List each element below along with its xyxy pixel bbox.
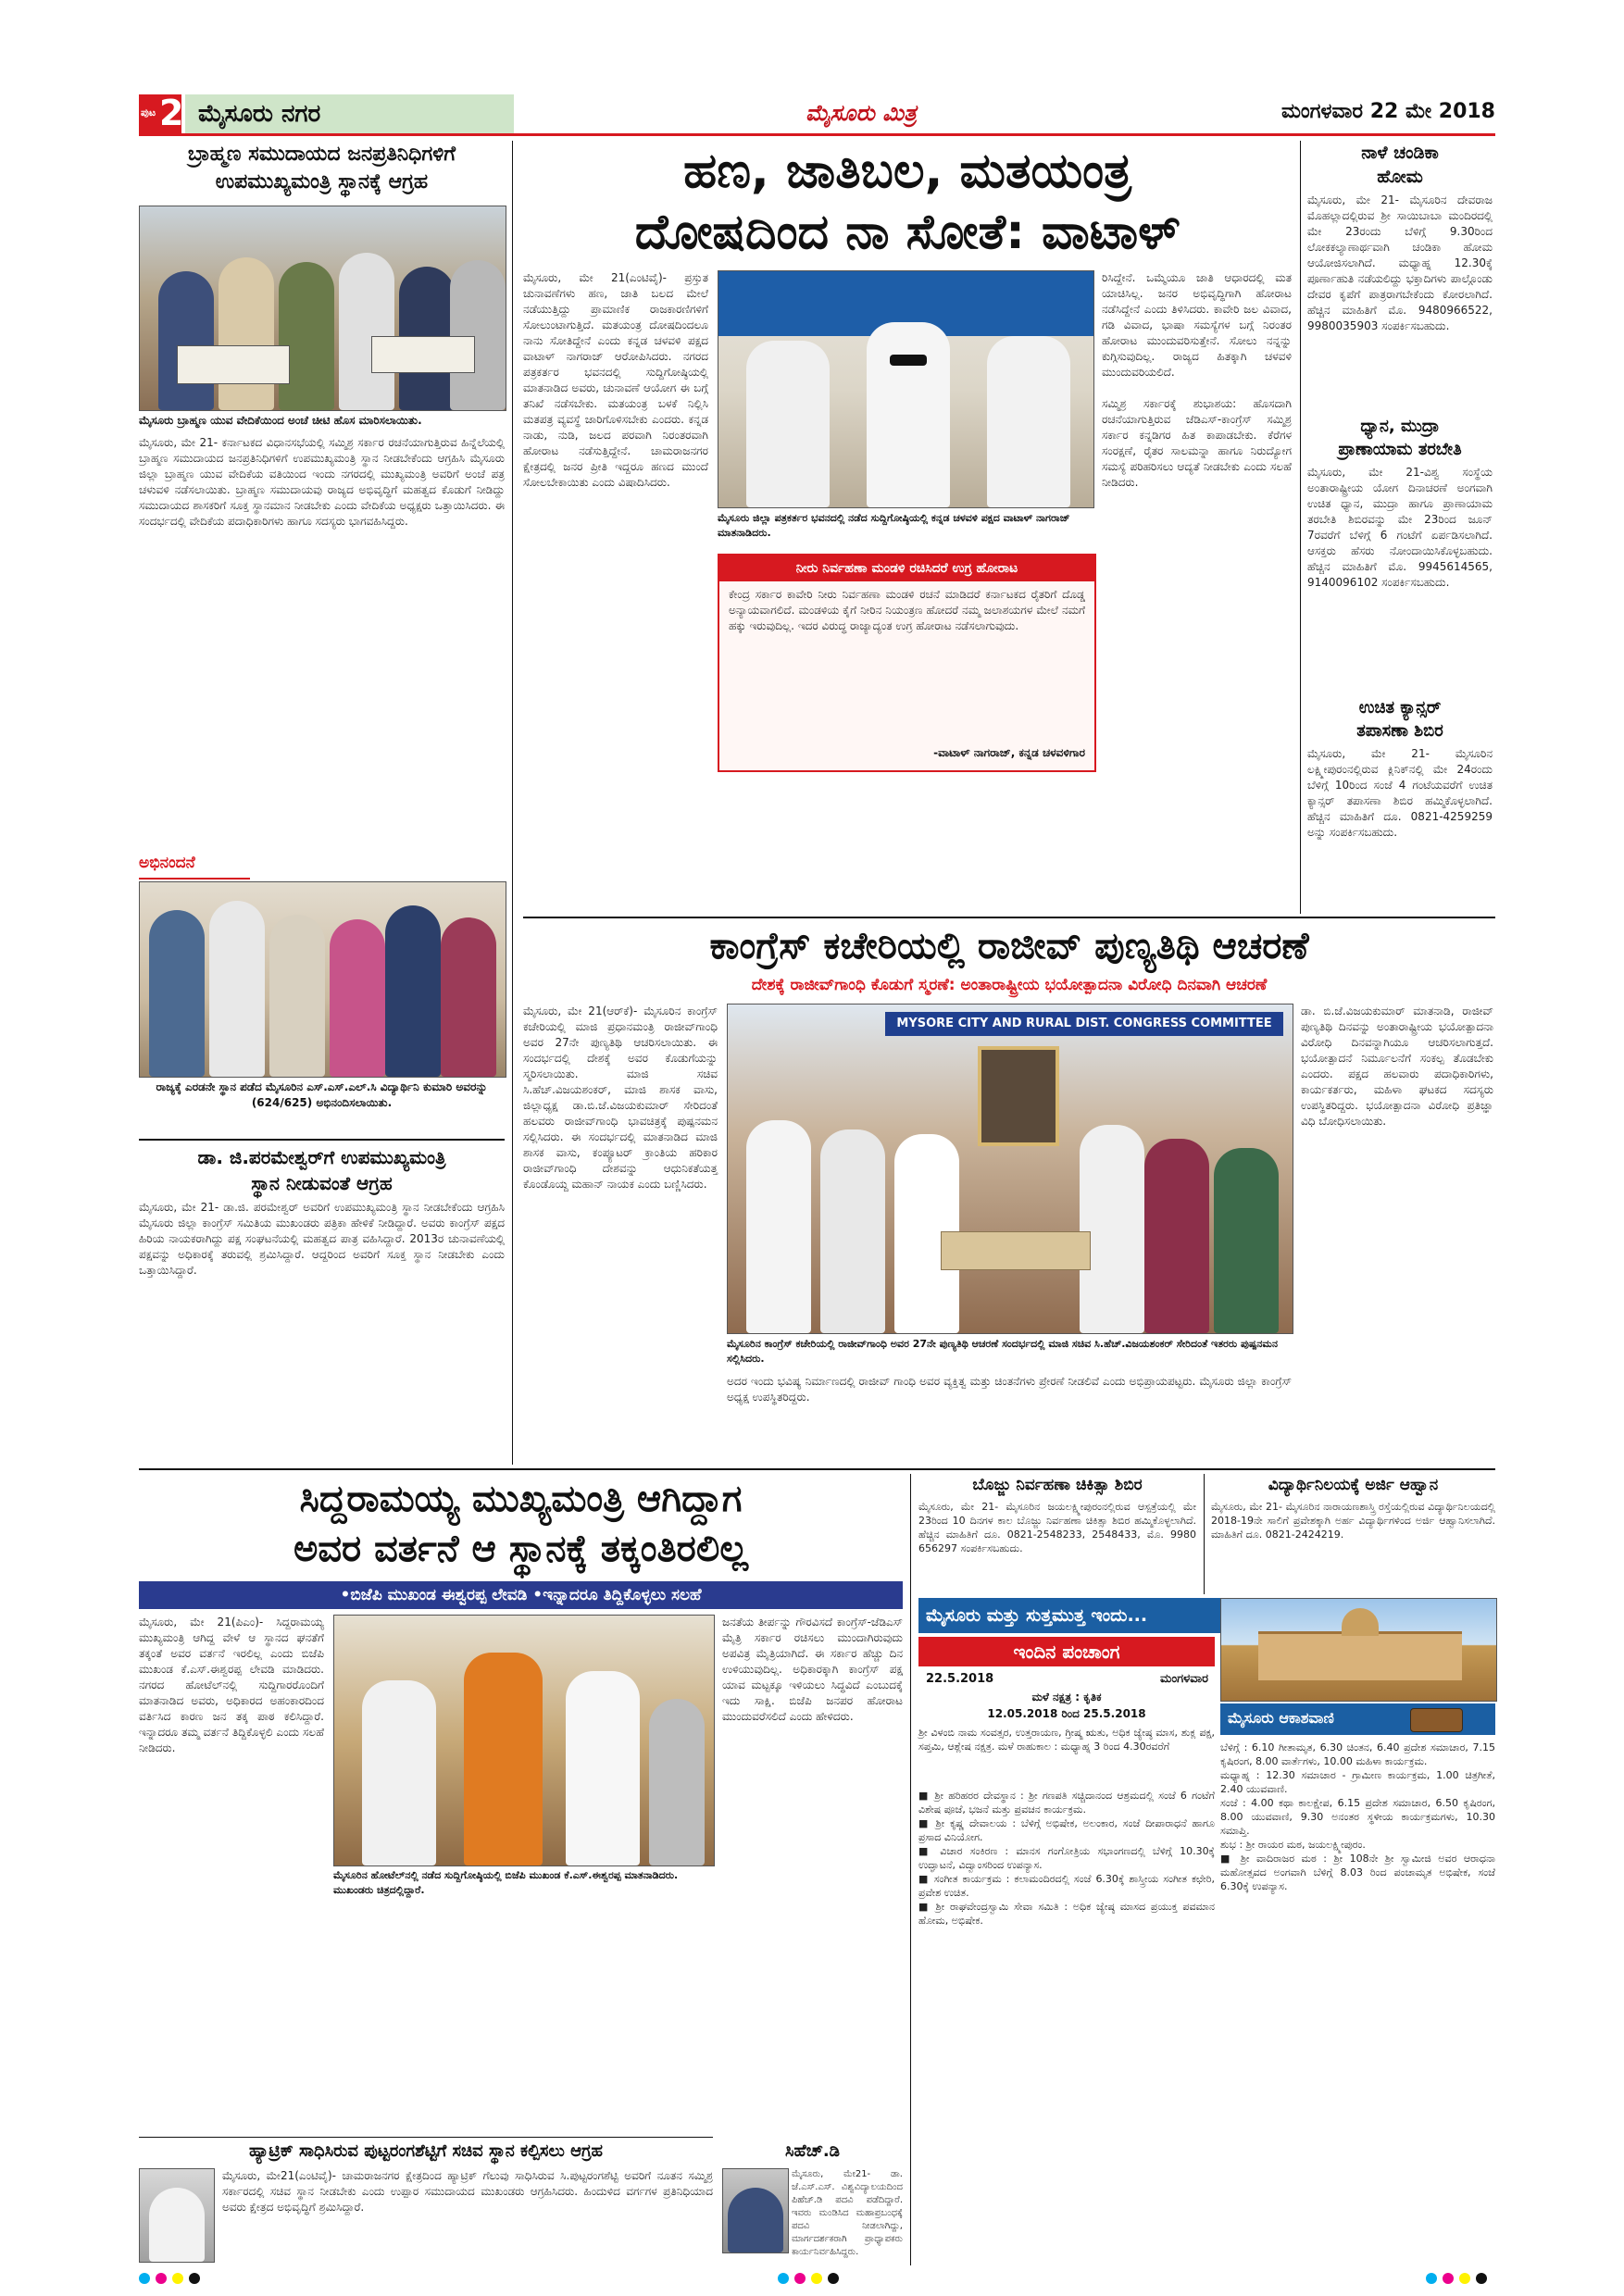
brahmin-headline-line2: ಉಪಮುಖ್ಯಮಂತ್ರಿ ಸ್ಥಾನಕ್ಕೆ ಆಗ್ರಹ bbox=[215, 170, 429, 193]
dhyana-headline-line1: ಧ್ಯಾನ, ಮುದ್ರಾ bbox=[1360, 417, 1440, 436]
watal-box-body: ಕೇಂದ್ರ ಸರ್ಕಾರ ಕಾವೇರಿ ನೀರು ನಿರ್ವಹಣಾ ಮಂಡಳಿ ರಚನೆ ಮಾಡಿದರೆ ಕರ್ನಾಟಕದ ರೈತರಿಗೆ ದೊಡ್ಡ ಅನ್ಯಾಯವಾಗಲಿದೆ. ಮಂಡಳಿಯ ಕೈಗೆ ನೀರಿನ ನಿಯಂತ್ರಣ ಹೋದರೆ ನಮ್ಮ ಜಲಾಶಯಗಳ ಮೇಲೆ ನಮಗೆ ಹಕ್ಕು ಇರುವುದಿಲ್ಲ. ಇದರ ವಿರುದ್ಧ ರಾಜ್ಯಾದ್ಯಂತ ಉಗ್ರ ಹೋರಾಟ ನಡೆಸಲಾಗುವುದು. bbox=[729, 588, 1089, 632]
siddaramaiah-body-col1: ಮೈಸೂರು, ಮೇ 21(ಪಿಎಂ)- ಸಿದ್ದರಾಮಯ್ಯ ಮುಖ್ಯಮಂತ್ರಿ ಆಗಿದ್ದ ವೇಳೆ ಆ ಸ್ಥಾನದ ಘನತೆಗೆ ತಕ್ಕಂತೆ ಅವರ ವರ್ತನೆ ಇರಲಿಲ್ಲ ಎಂದು ಬಿಜೆಪಿ ಮುಖಂಡ ಕೆ.ಎಸ್.ಈಶ್ವರಪ್ಪ ಲೇವಡಿ ಮಾಡಿದರು. ನಗರದ ಹೋಟೆಲ್‌ನಲ್ಲಿ ಸುದ್ದಿಗಾರರೊಂದಿಗೆ ಮಾತನಾಡಿದ ಅವರು, ಅಧಿಕಾರದ ಅಹಂಕಾರದಿಂದ ವರ್ತಿಸಿದ ಕಾರಣ ಜನ ತಕ್ಕ ಪಾಠ ಕಲಿಸಿದ್ದಾರೆ. ಇನ್ನಾದರೂ ತಮ್ಮ ವರ್ತನೆ ತಿದ್ದಿಕೊಳ್ಳಲಿ ಎಂದು ಸಲಹೆ ನೀಡಿದರು. bbox=[139, 1616, 328, 1754]
page-label-box bbox=[139, 93, 184, 133]
vidyarthi-body: ಮೈಸೂರು, ಮೇ 21- ಮೈಸೂರಿನ ನಾರಾಯಣಶಾಸ್ತ್ರಿ ರಸ್ತೆಯಲ್ಲಿರುವ ವಿದ್ಯಾರ್ಥಿನಿಲಯದಲ್ಲಿ 2018-19ನೇ ಸಾಲಿಗೆ ಪ್ರವೇಶಕ್ಕಾಗಿ ಅರ್ಹ ವಿದ್ಯಾರ್ಥಿಗಳಿಂದ ಅರ್ಜಿ ಆಹ್ವಾನಿಸಲಾಗಿದೆ. ಮಾಹಿತಿಗೆ ದೂ. 0821-2424219. bbox=[1211, 1501, 1499, 1541]
bojju-divider bbox=[1204, 1474, 1205, 1594]
brahmin-caption: ಮೈಸೂರು ಬ್ರಾಹ್ಮಣ ಯುವ ವೇದಿಕೆಯಿಂದ ಅಂಚೆ ಚೀಟಿ ಹೊಸ ಮಾರಿಸಲಾಯಿತು. bbox=[139, 414, 422, 427]
siddaramaiah-headline-line1: ಸಿದ್ದರಾಮಯ್ಯ ಮುಖ್ಯಮಂತ್ರಿ ಆಗಿದ್ದಾಗ bbox=[299, 1478, 743, 1520]
section-title: ಮೈಸೂರು ನಗರ bbox=[198, 100, 321, 128]
rajiv-body-col1: ಮೈಸೂರು, ಮೇ 21(ಆರ್‌ಕೆ)- ಮೈಸೂರಿನ ಕಾಂಗ್ರೆಸ್ ಕಚೇರಿಯಲ್ಲಿ ಮಾಜಿ ಪ್ರಧಾನಮಂತ್ರಿ ರಾಜೀವ್‌ಗಾಂಧಿ ಅವರ 27ನೇ ಪುಣ್ಯತಿಥಿ ಆಚರಿಸಲಾಯಿತು. ಈ ಸಂದರ್ಭದಲ್ಲಿ ದೇಶಕ್ಕೆ ಅವರ ಕೊಡುಗೆಯನ್ನು ಸ್ಮರಿಸಲಾಯಿತು. ಮಾಜಿ ಸಚಿವ ಸಿ.ಹೆಚ್.ವಿಜಯಶಂಕರ್, ಮಾಜಿ ಶಾಸಕ ವಾಸು, ಜಿಲ್ಲಾಧ್ಯಕ್ಷ ಡಾ.ಬಿ.ಜೆ.ವಿಜಯಕುಮಾರ್ ಸೇರಿದಂತೆ ಹಲವರು ರಾಜೀವ್‌ಗಾಂಧಿ ಭಾವಚಿತ್ರಕ್ಕೆ ಪುಷ್ಪನಮನ ಸಲ್ಲಿಸಿದರು. ಈ ಸಂದರ್ಭದಲ್ಲಿ ಮಾತನಾಡಿದ ಮಾಜಿ ಶಾಸಕ ವಾಸು, ಕಂಪ್ಯೂಟರ್ ಕ್ರಾಂತಿಯ ಹರಿಕಾರ ರಾಜೀವ್‌ಗಾಂಧಿ ದೇಶವನ್ನು ಆಧುನಿಕತೆಯತ್ತ ಕೊಂಡೊಯ್ದ ಮಹಾನ್ ನಾಯಕ ಎಂದು ಬಣ್ಣಿಸಿದರು. bbox=[523, 1004, 721, 1191]
abhinandane-photo bbox=[139, 881, 506, 1078]
watal-body-col1: ಮೈಸೂರು, ಮೇ 21(ಎಂಟಿವೈ)- ಪ್ರಸ್ತುತ ಚುನಾವಣೆಗಳು ಹಣ, ಜಾತಿ ಬಲದ ಮೇಲೆ ನಡೆಯುತ್ತಿದ್ದು ಪ್ರಾಮಾಣಿಕ ರಾಜಕಾರಣಿಗಳಿಗೆ ಸೋಲುಂಟಾಗುತ್ತಿದೆ. ಮತಯಂತ್ರ ದೋಷದಿಂದಲೂ ನಾನು ಸೋತಿದ್ದೇನೆ ಎಂದು ಕನ್ನಡ ಚಳವಳಿ ಪಕ್ಷದ ವಾಟಾಳ್ ನಾಗರಾಜ್ ಆರೋಪಿಸಿದರು. ನಗರದ ಪತ್ರಕರ್ತರ ಭವನದಲ್ಲಿ ಸುದ್ದಿಗೋಷ್ಠಿಯಲ್ಲಿ ಮಾತನಾಡಿದ ಅವರು, ಚುನಾವಣೆ ಆಯೋಗ ಈ ಬಗ್ಗೆ ತನಿಖೆ ನಡೆಸಬೇಕು. ಮತಯಂತ್ರ ಬಳಕೆ ನಿಲ್ಲಿಸಿ ಮತಪತ್ರ ವ್ಯವಸ್ಥೆ ಜಾರಿಗೊಳಿಸಬೇಕು ಎಂದರು. ಕನ್ನಡ ನಾಡು, ನುಡಿ, ಜಲದ ಪರವಾಗಿ ನಿರಂತರವಾಗಿ ಹೋರಾಟ ನಡೆಸುತ್ತಿದ್ದೇನೆ. ಚಾಮರಾಜನಗರ ಕ್ಷೇತ್ರದಲ್ಲಿ ಜನರ ಪ್ರೀತಿ ಇದ್ದರೂ ಹಣದ ಮುಂದೆ ಸೋಲಬೇಕಾಯಿತು ಎಂದು ವಿಷಾದಿಸಿದರು. bbox=[523, 271, 712, 489]
siddaramaiah-photo-caption: ಮೈಸೂರಿನ ಹೋಟೆಲ್‌ನಲ್ಲಿ ನಡೆದ ಸುದ್ದಿಗೋಷ್ಠಿಯಲ್ಲಿ ಬಿಜೆಪಿ ಮುಖಂಡ ಕೆ.ಎಸ್.ಈಶ್ವರಪ್ಪ ಮಾತನಾಡಿದರು. ಮುಖಂಡರು ಚಿತ್ರದಲ್ಲಿದ್ದಾರೆ. bbox=[333, 1869, 679, 1896]
radio-body: ಬೆಳಿಗ್ಗೆ : 6.10 ಗೀತಾಮೃತ, 6.30 ಚಿಂತನ, 6.40 ಪ್ರದೇಶ ಸಮಾಚಾರ, 7.15 ಕೃಷಿರಂಗ, 8.00 ವಾರ್ತೆಗಳು, 10.00 ಮಹಿಳಾ ಕಾರ್ಯಕ್ರಮ. ಮಧ್ಯಾಹ್ನ : 12.30 ಸಮಾಚಾರ - ಗ್ರಾಮೀಣ ಕಾರ್ಯಕ್ರಮ, 1.00 ಚಿತ್ರಗೀತೆ, 2.40 ಯುವವಾಣಿ. ಸಂಜೆ : 4.00 ಕಥಾ ಕಾಲಕ್ಷೇಪ, 6.15 ಪ್ರದೇಶ ಸಮಾಚಾರ, 6.50 ಕೃಷಿರಂಗ, 8.00 ಯುವವಾಣಿ, 9.30 ಅನಂತರ ಸ್ಥಳೀಯ ಕಾರ್ಯಕ್ರಮಗಳು, 10.30 ಸಮಾಪ್ತಿ. ಶುಭ : ಶ್ರೀ ರಾಯರ ಮಠ, ಜಯಲಕ್ಷ್ಮೀಪುರಂ. ■ ಶ್ರೀ ವಾದಿರಾಜರ ಮಠ : ಶ್ರೀ 108ನೇ ಶ್ರೀ ಸ್ವಾಮೀಜಿ ಅವರ ಆರಾಧನಾ ಮಹೋತ್ಸವದ ಅಂಗವಾಗಿ ಬೆಳಿಗ್ಗೆ 8.03 ರಿಂದ ಪಂಚಾಮೃತ ಅಭಿಷೇಕ, ಸಂಜೆ 6.30ಕ್ಕೆ ಉಪನ್ಯಾಸ. bbox=[1220, 1741, 1495, 1892]
dhyana-body: ಮೈಸೂರು, ಮೇ 21-ವಿಶ್ವ ಸಂಸ್ಥೆಯ ಅಂತಾರಾಷ್ಟ್ರೀಯ ಯೋಗ ದಿನಾಚರಣೆ ಅಂಗವಾಗಿ ಉಚಿತ ಧ್ಯಾನ, ಮುದ್ರಾ ಹಾಗೂ ಪ್ರಾಣಾಯಾಮ ತರಬೇತಿ ಶಿಬಿರವನ್ನು ಮೇ 23ರಿಂದ ಜೂನ್ 7ರವರೆಗೆ ಬೆಳಿಗ್ಗೆ 6 ಗಂಟೆಗೆ ಏರ್ಪಡಿಸಲಾಗಿದೆ. ಆಸಕ್ತರು ಹೆಸರು ನೋಂದಾಯಿಸಿಕೊಳ್ಳಬಹುದು. ಹೆಚ್ಚಿನ ಮಾಹಿತಿಗೆ ಮೊ. 9945614565, 9140096102 ಸಂಪರ್ಕಿಸಬಹುದು. bbox=[1307, 466, 1496, 589]
panchanga-date: 22.5.2018 bbox=[926, 1672, 994, 1686]
cancer-headline bbox=[1307, 696, 1493, 742]
parameshwar-headline-line1: ಡಾ. ಜಿ.ಪರಮೇಶ್ವರ್‌ಗೆ ಉಪಮುಖ್ಯಮಂತ್ರಿ bbox=[197, 1146, 446, 1168]
homa-headline-line2: ಹೋಮ bbox=[1377, 167, 1423, 187]
rajiv-top-rule bbox=[523, 917, 1495, 918]
header-date: ಮಂಗಳವಾರ 22 ಮೇ 2018 bbox=[1280, 100, 1495, 123]
watal-box bbox=[718, 554, 1096, 772]
abhinandane-caption: ರಾಜ್ಯಕ್ಕೆ ಎರಡನೇ ಸ್ಥಾನ ಪಡೆದ ಮೈಸೂರಿನ ಎಸ್.ಎಸ್.ಎಲ್.ಸಿ ವಿದ್ಯಾರ್ಥಿನಿ ಕುಮಾರಿ ಅವರನ್ನು (624/625) ಅಭಿನಂದಿಸಲಾಯಿತು. bbox=[156, 1080, 488, 1109]
watal-box-head: ನೀರು ನಿರ್ವಹಣಾ ಮಂಡಳಿ ರಚಿಸಿದರೆ ಉಗ್ರ ಹೋರಾಟ bbox=[719, 555, 1094, 581]
rajiv-bottom-text: ಅದರ ಇಂದು ಭವಿಷ್ಯ ನಿರ್ಮಾಣದಲ್ಲಿ ರಾಜೀವ್ ಗಾಂಧಿ ಅವರ ವ್ಯಕ್ತಿತ್ವ ಮತ್ತು ಚಿಂತನೆಗಳು ಪ್ರೇರಣೆ ನೀಡಲಿವೆ ಎಂದು ಅಭಿಪ್ರಾಯಪಟ್ಟರು. ಮೈಸೂರು ಜಿಲ್ಲಾ ಕಾಂಗ್ರೆಸ್ ಅಧ್ಯಕ್ಷ ಉಪಸ್ಥಿತರಿದ್ದರು. bbox=[727, 1375, 1295, 1404]
lower-rule bbox=[139, 1468, 1495, 1470]
events-body: ■ ಶ್ರೀ ಹರಿಹರರ ದೇವಸ್ಥಾನ : ಶ್ರೀ ಗಣಪತಿ ಸಚ್ಚಿದಾನಂದ ಆಶ್ರಮದಲ್ಲಿ ಸಂಜೆ 6 ಗಂಟೆಗೆ ವಿಶೇಷ ಪೂಜೆ, ಭಜನೆ ಮತ್ತು ಪ್ರವಚನ ಕಾರ್ಯಕ್ರಮ. ■ ಶ್ರೀ ಕೃಷ್ಣ ದೇವಾಲಯ : ಬೆಳಿಗ್ಗೆ ಅಭಿಷೇಕ, ಅಲಂಕಾರ, ಸಂಜೆ ದೀಪಾರಾಧನೆ ಹಾಗೂ ಪ್ರಸಾದ ವಿನಿಯೋಗ. ■ ವಿಚಾರ ಸಂಕಿರಣ : ಮಾನಸ ಗಂಗೋತ್ರಿಯ ಸಭಾಂಗಣದಲ್ಲಿ ಬೆಳಿಗ್ಗೆ 10.30ಕ್ಕೆ ಉದ್ಘಾಟನೆ, ವಿದ್ವಾಂಸರಿಂದ ಉಪನ್ಯಾಸ. ■ ಸಂಗೀತ ಕಾರ್ಯಕ್ರಮ : ಕಲಾಮಂದಿರದಲ್ಲಿ ಸಂಜೆ 6.30ಕ್ಕೆ ಶಾಸ್ತ್ರೀಯ ಸಂಗೀತ ಕಛೇರಿ, ಪ್ರವೇಶ ಉಚಿತ. ■ ಶ್ರೀ ರಾಘವೇಂದ್ರಸ್ವಾಮಿ ಸೇವಾ ಸಮಿತಿ : ಅಧಿಕ ಜ್ಯೇಷ್ಠ ಮಾಸದ ಪ್ರಯುಕ್ತ ಪವಮಾನ ಹೋಮ, ಅಭಿಷೇಕ. bbox=[918, 1790, 1215, 1927]
rajiv-headline: ಕಾಂಗ್ರೆಸ್ ಕಚೇರಿಯಲ್ಲಿ ರಾಜೀವ್ ಪುಣ್ಯತಿಥಿ ಆಚರಣೆ bbox=[709, 925, 1309, 967]
watal-body-col4: ರಿಸಿದ್ದೇನೆ. ಒಮ್ಮೆಯೂ ಜಾತಿ ಆಧಾರದಲ್ಲಿ ಮತ ಯಾಚಿಸಿಲ್ಲ. ಜನರ ಅಭಿವೃದ್ಧಿಗಾಗಿ ಹೋರಾಟ ನಡೆಸಿದ್ದೇನೆ ಎಂದು ತಿಳಿಸಿದರು. ಕಾವೇರಿ ಜಲ ವಿವಾದ, ಗಡಿ ವಿವಾದ, ಭಾಷಾ ಸಮಸ್ಯೆಗಳ ಬಗ್ಗೆ ನಿರಂತರ ಹೋರಾಟ ಮುಂದುವರಿಸುತ್ತೇನೆ. ಸೋಲು ನನ್ನನ್ನು ಕುಗ್ಗಿಸುವುದಿಲ್ಲ. ರಾಜ್ಯದ ಹಿತಕ್ಕಾಗಿ ಚಳವಳಿ ಮುಂದುವರಿಯಲಿದೆ. ಸಮ್ಮಿಶ್ರ ಸರ್ಕಾರಕ್ಕೆ ಶುಭಾಶಯ: ಹೊಸದಾಗಿ ರಚನೆಯಾಗುತ್ತಿರುವ ಜೆಡಿಎಸ್-ಕಾಂಗ್ರೆಸ್ ಸಮ್ಮಿಶ್ರ ಸರ್ಕಾರ ಕನ್ನಡಿಗರ ಹಿತ ಕಾಪಾಡಬೇಕು. ಕೆರೆಗಳ ಸಂರಕ್ಷಣೆ, ರೈತರ ಸಾಲಮನ್ನಾ ಹಾಗೂ ನಿರುದ್ಯೋಗ ಸಮಸ್ಯೆ ಪರಿಹರಿಸಲು ಆದ್ಯತೆ ನೀಡಬೇಕು ಎಂದು ಸಲಹೆ ನೀಡಿದರು. bbox=[1102, 271, 1292, 489]
col-divider-3 bbox=[910, 1474, 911, 2265]
homa-body: ಮೈಸೂರು, ಮೇ 21- ಮೈಸೂರಿನ ದೇವರಾಜ ಮೊಹಲ್ಲಾದಲ್ಲಿರುವ ಶ್ರೀ ಸಾಯಿಬಾಬಾ ಮಂದಿರದಲ್ಲಿ ಮೇ 23ರಂದು ಬೆಳಿಗ್ಗೆ 9.30ರಿಂದ ಲೋಕಕಲ್ಯಾಣಾರ್ಥವಾಗಿ ಚಂಡಿಕಾ ಹೋಮ ಆಯೋಜಿಸಲಾಗಿದೆ. ಮಧ್ಯಾಹ್ನ 12.30ಕ್ಕೆ ಪೂರ್ಣಾಹುತಿ ನಡೆಯಲಿದ್ದು ಭಕ್ತಾದಿಗಳು ಪಾಲ್ಗೊಂಡು ದೇವರ ಕೃಪೆಗೆ ಪಾತ್ರರಾಗಬೇಕೆಂದು ಕೋರಲಾಗಿದೆ. ಹೆಚ್ಚಿನ ಮಾಹಿತಿಗೆ ಮೊ. 9480966522, 9980035903 ಸಂಪರ್ಕಿಸಬಹುದು. bbox=[1307, 193, 1496, 332]
panchanga-nakshatra: ಮಳೆ ನಕ್ಷತ್ರ : ಕೃತಿಕ bbox=[1031, 1691, 1102, 1703]
homa-headline-line1: ನಾಳೆ ಚಂಡಿಕಾ bbox=[1361, 143, 1439, 163]
panchanga-range: 12.05.2018 ರಿಂದ 25.5.2018 bbox=[987, 1707, 1146, 1720]
brahmin-body: ಮೈಸೂರು, ಮೇ 21- ಕರ್ನಾಟಕದ ವಿಧಾನಸಭೆಯಲ್ಲಿ ಸಮ್ಮಿಶ್ರ ಸರ್ಕಾರ ರಚನೆಯಾಗುತ್ತಿರುವ ಹಿನ್ನೆಲೆಯಲ್ಲಿ ಬ್ರಾಹ್ಮಣ ಸಮುದಾಯದ ಜನಪ್ರತಿನಿಧಿಗಳಿಗೆ ಉಪಮುಖ್ಯಮಂತ್ರಿ ಸ್ಥಾನ ನೀಡಬೇಕೆಂದು ಆಗ್ರಹಿಸಿ ಮೈಸೂರು ಜಿಲ್ಲಾ ಬ್ರಾಹ್ಮಣ ಯುವ ವೇದಿಕೆಯ ವತಿಯಿಂದ ಇಂದು ನಗರದಲ್ಲಿ ಮುಖ್ಯಮಂತ್ರಿ ಅವರಿಗೆ ಅಂಚೆ ಪತ್ರ ಚಳುವಳಿ ನಡೆಸಲಾಯಿತು. ಬ್ರಾಹ್ಮಣ ಸಮುದಾಯವು ರಾಜ್ಯದ ಅಭಿವೃದ್ಧಿಗೆ ಮಹತ್ವದ ಕೊಡುಗೆ ನೀಡಿದ್ದು ಸಮುದಾಯದ ಶಾಸಕರಿಗೆ ಸೂಕ್ತ ಸ್ಥಾನಮಾನ ನೀಡಬೇಕು ಎಂದು ವೇದಿಕೆಯ ಅಧ್ಯಕ್ಷರು ಒತ್ತಾಯಿಸಿದರು. ಈ ಸಂದರ್ಭದಲ್ಲಿ ವೇದಿಕೆಯ ಪದಾಧಿಕಾರಿಗಳು ಹಾಗೂ ಸದಸ್ಯರು ಭಾಗವಹಿಸಿದ್ದರು. bbox=[139, 436, 508, 528]
hattrick-headline: ಹ್ಯಾಟ್ರಿಕ್ ಸಾಧಿಸಿರುವ ಪುಟ್ಟರಂಗಶೆಟ್ಟಿಗೆ ಸಚಿವ ಸ್ಥಾನ ಕಲ್ಪಿಸಲು ಆಗ್ರಹ bbox=[248, 2141, 603, 2161]
registration-marks-right bbox=[1426, 2270, 1493, 2288]
siddaramaiah-strap: •ಬಿಜೆಪಿ ಮುಖಂಡ ಈಶ್ವರಪ್ಪ ಲೇವಡಿ •ಇನ್ನಾದರೂ ತಿದ್ದಿಕೊಳ್ಳಲು ಸಲಹೆ bbox=[139, 1581, 903, 1609]
watal-headline bbox=[523, 141, 1292, 263]
dhyana-headline bbox=[1307, 415, 1493, 461]
rajiv-body-col4: ಡಾ. ಬಿ.ಜೆ.ವಿಜಯಕುಮಾರ್ ಮಾತನಾಡಿ, ರಾಜೀವ್ ಪುಣ್ಯತಿಥಿ ದಿನವನ್ನು ಅಂತಾರಾಷ್ಟ್ರೀಯ ಭಯೋತ್ಪಾದನಾ ವಿರೋಧಿ ದಿನವನ್ನಾಗಿಯೂ ಆಚರಿಸಲಾಗುತ್ತದೆ. ಭಯೋತ್ಪಾದನೆ ನಿರ್ಮೂಲನೆಗೆ ಸಂಕಲ್ಪ ತೊಡಬೇಕು ಎಂದರು. ಪಕ್ಷದ ಹಲವಾರು ಪದಾಧಿಕಾರಿಗಳು, ಕಾರ್ಯಕರ್ತರು, ಮಹಿಳಾ ಘಟಕದ ಸದಸ್ಯರು ಉಪಸ್ಥಿತರಿದ್ದರು. ಭಯೋತ್ಪಾದನಾ ವಿರೋಧಿ ಪ್ರತಿಜ್ಞಾ ವಿಧಿ ಬೋಧಿಸಲಾಯಿತು. bbox=[1301, 1004, 1497, 1128]
bojju-body: ಮೈಸೂರು, ಮೇ 21- ಮೈಸೂರಿನ ಜಯಲಕ್ಷ್ಮೀಪುರಂನಲ್ಲಿರುವ ಆಸ್ಪತ್ರೆಯಲ್ಲಿ ಮೇ 23ರಿಂದ 10 ದಿನಗಳ ಕಾಲ ಬೊಜ್ಜು ನಿರ್ವಹಣಾ ಚಿಕಿತ್ಸಾ ಶಿಬಿರ ಹಮ್ಮಿಕೊಳ್ಳಲಾಗಿದೆ. ಹೆಚ್ಚಿನ ಮಾಹಿತಿಗೆ ದೂ. 0821-2548233, 2548433, ಮೊ. 9980 656297 ಸಂಪರ್ಕಿಸಬಹುದು. bbox=[918, 1501, 1200, 1554]
page-header bbox=[139, 93, 1495, 135]
cpd-photo bbox=[722, 2168, 789, 2253]
hattrick-body: ಮೈಸೂರು, ಮೇ21(ಎಂಟಿವೈ)- ಚಾಮರಾಜನಗರ ಕ್ಷೇತ್ರದಿಂದ ಹ್ಯಾಟ್ರಿಕ್ ಗೆಲುವು ಸಾಧಿಸಿರುವ ಸಿ.ಪುಟ್ಟರಂಗಶೆಟ್ಟಿ ಅವರಿಗೆ ನೂತನ ಸಮ್ಮಿಶ್ರ ಸರ್ಕಾರದಲ್ಲಿ ಸಚಿವ ಸ್ಥಾನ ನೀಡಬೇಕು ಎಂದು ಉಪ್ಪಾರ ಸಮುದಾಯದ ಮುಖಂಡರು ಆಗ್ರಹಿಸಿದರು. ಹಿಂದುಳಿದ ವರ್ಗಗಳ ಪ್ರತಿನಿಧಿಯಾದ ಅವರು ಕ್ಷೇತ್ರದ ಅಭಿವೃದ್ಧಿಗೆ ಶ್ರಮಿಸಿದ್ದಾರೆ. bbox=[222, 2169, 717, 2214]
cancer-headline-line1: ಉಚಿತ ಕ್ಯಾನ್ಸರ್ bbox=[1358, 698, 1442, 718]
brahmin-headline-line1: ಬ್ರಾಹ್ಮಣ ಸಮುದಾಯದ ಜನಪ್ರತಿನಿಧಿಗಳಿಗೆ bbox=[187, 143, 456, 166]
dhyana-headline-line2: ಪ್ರಾಣಾಯಾಮ ತರಬೇತಿ bbox=[1338, 440, 1462, 459]
watal-photo bbox=[718, 270, 1094, 508]
cpd-body: ಮೈಸೂರು, ಮೇ21- ಡಾ. ಜೆ.ಎಸ್.ಎಸ್. ವಿಶ್ವವಿದ್ಯಾಲಯದಿಂದ ಪಿಹೆಚ್.ಡಿ ಪದವಿ ಪಡೆದಿದ್ದಾರೆ. ಇವರು ಮಂಡಿಸಿದ ಮಹಾಪ್ರಬಂಧಕ್ಕೆ ಪದವಿ ನೀಡಲಾಗಿದ್ದು, ಮಾರ್ಗದರ್ಶಕರಾಗಿ ಪ್ರಾಧ್ಯಾಪಕರು ಕಾರ್ಯನಿರ್ವಹಿಸಿದ್ದರು. bbox=[792, 2169, 906, 2257]
watal-headline-line2: ದೋಷದಿಂದ ನಾ ಸೋತೆ: ವಾಟಾಳ್ bbox=[634, 205, 1181, 260]
siddaramaiah-headline-line2: ಅವರ ವರ್ತನೆ ಆ ಸ್ಥಾನಕ್ಕೆ ತಕ್ಕಂತಿರಲಿಲ್ಲ bbox=[293, 1528, 749, 1570]
radio-title-box bbox=[1220, 1703, 1495, 1735]
siddaramaiah-headline bbox=[139, 1474, 903, 1574]
rajiv-banner: MYSORE CITY AND RURAL DIST. CONGRESS COMMITTEE bbox=[885, 1012, 1283, 1036]
rajiv-photo bbox=[727, 1004, 1293, 1334]
watal-box-sign: -ವಾಟಾಳ್ ನಾಗರಾಜ್, ಕನ್ನಡ ಚಳವಳಿಗಾರ bbox=[933, 746, 1085, 759]
col-divider-1 bbox=[512, 141, 513, 1465]
panchanga-weekday: ಮಂಗಳವಾರ bbox=[1159, 1672, 1208, 1686]
abhinandane-label: ಅಭಿನಂದನೆ bbox=[139, 854, 250, 880]
panchanga-title: ಇಂದಿನ ಪಂಚಾಂಗ bbox=[918, 1637, 1215, 1666]
registration-marks-left bbox=[139, 2270, 206, 2288]
parameshwar-rule bbox=[139, 1139, 505, 1141]
rajiv-photo-caption: ಮೈಸೂರಿನ ಕಾಂಗ್ರೆಸ್ ಕಚೇರಿಯಲ್ಲಿ ರಾಜೀವ್‌ಗಾಂಧಿ ಅವರ 27ನೇ ಪುಣ್ಯತಿಥಿ ಆಚರಣೆ ಸಂದರ್ಭದಲ್ಲಿ ಮಾಜಿ ಸಚಿವ ಸಿ.ಹೆಚ್.ವಿಜಯಶಂಕರ್ ಸೇರಿದಂತೆ ಇತರರು ಪುಷ್ಪನಮನ ಸಲ್ಲಿಸಿದರು. bbox=[727, 1338, 1278, 1365]
siddaramaiah-photo bbox=[333, 1615, 715, 1866]
vidyarthi-headline: ವಿದ್ಯಾರ್ಥಿನಿಲಯಕ್ಕೆ ಅರ್ಜಿ ಆಹ್ವಾನ bbox=[1268, 1476, 1439, 1494]
today-banner: ಮೈಸೂರು ಮತ್ತು ಸುತ್ತಮುತ್ತ ಇಂದು... bbox=[918, 1598, 1222, 1633]
hattrick-photo bbox=[139, 2168, 215, 2263]
parameshwar-body: ಮೈಸೂರು, ಮೇ 21- ಡಾ.ಜಿ. ಪರಮೇಶ್ವರ್ ಅವರಿಗೆ ಉಪಮುಖ್ಯಮಂತ್ರಿ ಸ್ಥಾನ ನೀಡಬೇಕೆಂದು ಆಗ್ರಹಿಸಿ ಮೈಸೂರು ಜಿಲ್ಲಾ ಕಾಂಗ್ರೆಸ್ ಸಮಿತಿಯ ಮುಖಂಡರು ಪತ್ರಿಕಾ ಹೇಳಿಕೆ ನೀಡಿದ್ದಾರೆ. ಅವರು ಕಾಂಗ್ರೆಸ್ ಪಕ್ಷದ ಹಿರಿಯ ನಾಯಕರಾಗಿದ್ದು ಪಕ್ಷ ಸಂಘಟನೆಯಲ್ಲಿ ಮಹತ್ವದ ಪಾತ್ರ ವಹಿಸಿದ್ದಾರೆ. 2013ರ ಚುನಾವಣೆಯಲ್ಲಿ ಪಕ್ಷವನ್ನು ಅಧಿಕಾರಕ್ಕೆ ತರುವಲ್ಲಿ ಶ್ರಮಿಸಿದ್ದಾರೆ. ಆದ್ದರಿಂದ ಅವರಿಗೆ ಸೂಕ್ತ ಸ್ಥಾನ ನೀಡಬೇಕು ಎಂದು ಒತ್ತಾಯಿಸಿದ್ದಾರೆ. bbox=[139, 1201, 508, 1277]
hattrick-rule bbox=[139, 2137, 713, 2138]
radio-icon bbox=[1410, 1708, 1463, 1732]
parameshwar-headline bbox=[139, 1144, 505, 1196]
palace-photo bbox=[1220, 1598, 1497, 1702]
page-label: ಪುಟ bbox=[141, 106, 156, 119]
col-divider-2 bbox=[1300, 141, 1301, 914]
section-title-box bbox=[185, 94, 514, 133]
header-rule bbox=[139, 133, 1495, 136]
bojju-headline: ಬೊಜ್ಜು ನಿರ್ವಹಣಾ ಚಿಕಿತ್ಸಾ ಶಿಬಿರ bbox=[972, 1476, 1143, 1494]
watal-photo-caption: ಮೈಸೂರು ಜಿಲ್ಲಾ ಪತ್ರಕರ್ತರ ಭವನದಲ್ಲಿ ನಡೆದ ಸುದ್ದಿಗೋಷ್ಠಿಯಲ್ಲಿ ಕನ್ನಡ ಚಳವಳಿ ಪಕ್ಷದ ವಾಟಾಳ್ ನಾಗರಾಜ್ ಮಾತನಾಡಿದರು. bbox=[718, 512, 1070, 539]
parameshwar-headline-line2: ಸ್ಥಾನ ನೀಡುವಂತೆ ಆಗ್ರಹ bbox=[251, 1172, 393, 1194]
cancer-headline-line2: ತಪಾಸಣಾ ಶಿಬಿರ bbox=[1356, 721, 1443, 741]
rajiv-subhead: ದೇಶಕ್ಕೆ ರಾಜೀವ್‌ಗಾಂಧಿ ಕೊಡುಗೆ ಸ್ಮರಣೆ: ಅಂತಾರಾಷ್ಟ್ರೀಯ ಭಯೋತ್ಪಾದನಾ ವಿರೋಧಿ ದಿನವಾಗಿ ಆಚರಣೆ bbox=[751, 976, 1268, 994]
watal-headline-line1: ಹಣ, ಜಾತಿಬಲ, ಮತಯಂತ್ರ bbox=[683, 144, 1131, 199]
siddaramaiah-body-col4: ಜನತೆಯ ತೀರ್ಪನ್ನು ಗೌರವಿಸದೆ ಕಾಂಗ್ರೆಸ್-ಜೆಡಿಎಸ್ ಮೈತ್ರಿ ಸರ್ಕಾರ ರಚಿಸಲು ಮುಂದಾಗಿರುವುದು ಅಪವಿತ್ರ ಮೈತ್ರಿಯಾಗಿದೆ. ಈ ಸರ್ಕಾರ ಹೆಚ್ಚು ದಿನ ಉಳಿಯುವುದಿಲ್ಲ. ಅಧಿಕಾರಕ್ಕಾಗಿ ಕಾಂಗ್ರೆಸ್ ಪಕ್ಷ ಯಾವ ಮಟ್ಟಕ್ಕೂ ಇಳಿಯಲು ಸಿದ್ಧವಿದೆ ಎಂಬುದಕ್ಕೆ ಇದು ಸಾಕ್ಷಿ. ಬಿಜೆಪಿ ಜನಪರ ಹೋರಾಟ ಮುಂದುವರೆಸಲಿದೆ ಎಂದು ಹೇಳಿದರು. bbox=[722, 1616, 906, 1723]
cancer-body: ಮೈಸೂರು, ಮೇ 21- ಮೈಸೂರಿನ ಲಕ್ಷ್ಮೀಪುರಂನಲ್ಲಿರುವ ಕ್ಲಿನಿಕ್‌ನಲ್ಲಿ ಮೇ 24ರಂದು ಬೆಳಿಗ್ಗೆ 10ರಿಂದ ಸಂಜೆ 4 ಗಂಟೆಯವರೆಗೆ ಉಚಿತ ಕ್ಯಾನ್ಸರ್ ತಪಾಸಣಾ ಶಿಬಿರ ಹಮ್ಮಿಕೊಳ್ಳಲಾಗಿದೆ. ಹೆಚ್ಚಿನ ಮಾಹಿತಿಗೆ ದೂ. 0821-4259259 ಅನ್ನು ಸಂಪರ್ಕಿಸಬಹುದು. bbox=[1307, 747, 1496, 839]
brahmin-photo bbox=[139, 206, 506, 411]
masthead: ಮೈಸೂರು ಮಿತ್ರ bbox=[806, 100, 917, 126]
cpd-headline: ಸಿಹೆಚ್.ಡಿ bbox=[784, 2141, 841, 2161]
panchanga-body: ಶ್ರೀ ವಿಳಂಬಿ ನಾಮ ಸಂವತ್ಸರ, ಉತ್ತರಾಯಣ, ಗ್ರೀಷ್ಮ ಋತು, ಅಧಿಕ ಜ್ಯೇಷ್ಠ ಮಾಸ, ಶುಕ್ಲ ಪಕ್ಷ, ಸಪ್ತಮಿ, ಆಶ್ಲೇಷ ನಕ್ಷತ್ರ. ಮಳೆ ರಾಹುಕಾಲ : ಮಧ್ಯಾಹ್ನ 3 ರಿಂದ 4.30ರವರೆಗೆ bbox=[918, 1727, 1218, 1753]
page-number: 2 bbox=[159, 93, 184, 133]
brahmin-headline bbox=[139, 141, 505, 196]
homa-headline bbox=[1307, 141, 1493, 189]
radio-title: ಮೈಸೂರು ಆಕಾಶವಾಣಿ bbox=[1228, 1709, 1334, 1727]
registration-marks-center bbox=[778, 2270, 844, 2288]
